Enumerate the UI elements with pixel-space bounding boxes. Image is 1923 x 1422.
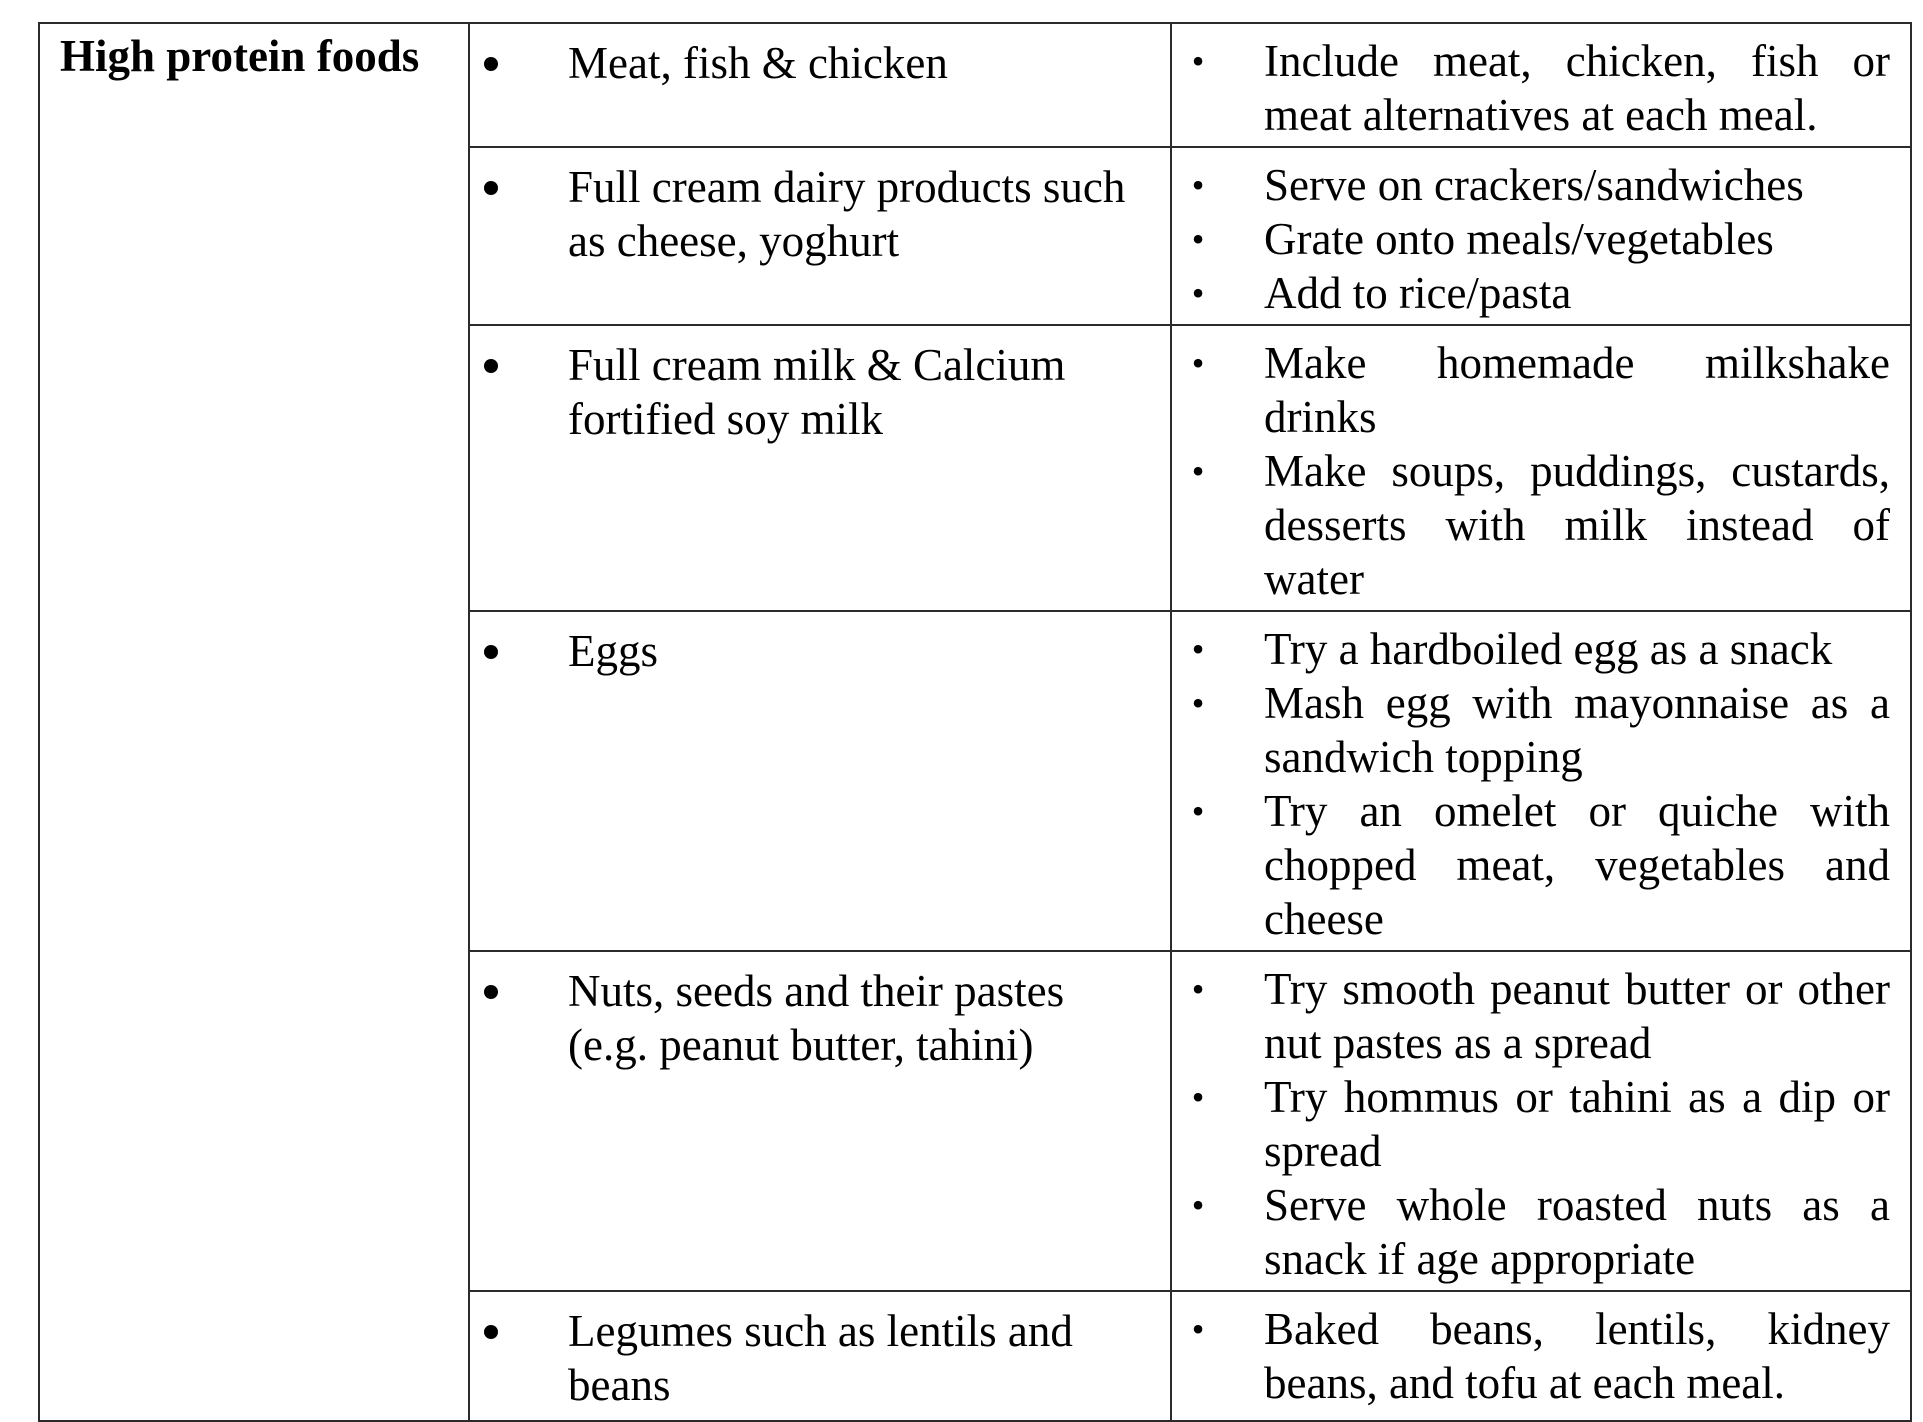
tip-item <box>1172 444 1890 606</box>
bullet-icon <box>470 964 568 1072</box>
bullet-icon <box>470 338 568 446</box>
tip-item <box>1172 1070 1890 1178</box>
tip-text: Grate onto meals/vegetables <box>1264 214 1774 264</box>
tip-text: Try hommus or tahini as a dip or spread <box>1264 1072 1890 1176</box>
bullet-icon: • <box>1191 165 1205 205</box>
tip-item <box>1172 1302 1890 1410</box>
food-item <box>470 1304 1150 1412</box>
bullet-icon: • <box>1191 1309 1205 1349</box>
category-label: High protein foods <box>60 31 420 81</box>
bullet-icon: • <box>1191 1185 1205 1225</box>
food-cell <box>469 951 1171 1291</box>
high-protein-foods-table <box>38 22 1912 1422</box>
food-item <box>470 338 1150 446</box>
tip-item <box>1172 266 1890 320</box>
tip-text: Try a hardboiled egg as a snack <box>1264 624 1833 674</box>
tip-item <box>1172 212 1890 266</box>
bullet-icon <box>470 1304 568 1412</box>
tips-cell <box>1171 147 1911 325</box>
tip-item <box>1172 962 1890 1070</box>
food-item <box>470 964 1150 1072</box>
tip-text: Make homemade milkshake drinks <box>1264 338 1890 442</box>
tip-text: Mash egg with mayonnaise as a sandwich topping <box>1264 678 1890 782</box>
tips-cell <box>1171 611 1911 951</box>
tips-cell <box>1171 325 1911 611</box>
food-text: Nuts, seeds and their pastes (e.g. peanut butter, tahini) <box>568 966 1065 1070</box>
bullet-icon <box>470 36 568 90</box>
bullet-icon: • <box>1191 273 1205 313</box>
food-text: Legumes such as lentils and beans <box>568 1306 1073 1410</box>
tip-text: Make soups, puddings, custards, desserts with milk instead of water <box>1264 446 1890 604</box>
food-text: Full cream milk & Calcium fortified soy milk <box>568 340 1066 444</box>
tip-item <box>1172 784 1890 946</box>
bullet-icon: • <box>1191 451 1205 491</box>
tip-text: Add to rice/pasta <box>1264 268 1572 318</box>
tip-item <box>1172 158 1890 212</box>
tip-text: Try smooth peanut butter or other nut pastes as a spread <box>1264 964 1890 1068</box>
tips-cell <box>1171 23 1911 147</box>
tip-item <box>1172 676 1890 784</box>
tips-cell <box>1171 951 1911 1291</box>
bullet-icon: • <box>1191 629 1205 669</box>
food-text: Meat, fish & chicken <box>568 38 948 88</box>
tip-item <box>1172 622 1890 676</box>
tip-item <box>1172 1178 1890 1286</box>
tip-item <box>1172 336 1890 444</box>
food-cell <box>469 1291 1171 1421</box>
category-cell <box>39 23 469 1421</box>
tip-text: Include meat, chicken, fish or meat alternatives at each meal. <box>1264 36 1890 140</box>
bullet-icon: • <box>1191 1077 1205 1117</box>
tip-item <box>1172 34 1890 142</box>
tip-text: Try an omelet or quiche with chopped meat, vegetables and cheese <box>1264 786 1890 944</box>
food-cell <box>469 611 1171 951</box>
tip-text: Serve whole roasted nuts as a snack if age appropriate <box>1264 1180 1890 1284</box>
bullet-icon: • <box>1191 791 1205 831</box>
bullet-icon: • <box>1191 219 1205 259</box>
food-cell <box>469 23 1171 147</box>
food-item <box>470 160 1150 268</box>
tip-text: Serve on crackers/sandwiches <box>1264 160 1804 210</box>
bullet-icon <box>470 624 568 678</box>
food-text: Full cream dairy products such as cheese, yoghurt <box>568 162 1126 266</box>
food-text: Eggs <box>568 626 658 676</box>
food-item <box>470 36 1150 90</box>
bullet-icon: • <box>1191 969 1205 1009</box>
food-cell <box>469 325 1171 611</box>
tip-text: Baked beans, lentils, kidney beans, and tofu at each meal. <box>1264 1304 1890 1408</box>
bullet-icon <box>470 160 568 268</box>
bullet-icon: • <box>1191 41 1205 81</box>
table-row <box>39 23 1911 147</box>
bullet-icon: • <box>1191 683 1205 723</box>
food-cell <box>469 147 1171 325</box>
tips-cell <box>1171 1291 1911 1421</box>
food-item <box>470 624 1150 678</box>
bullet-icon: • <box>1191 343 1205 383</box>
